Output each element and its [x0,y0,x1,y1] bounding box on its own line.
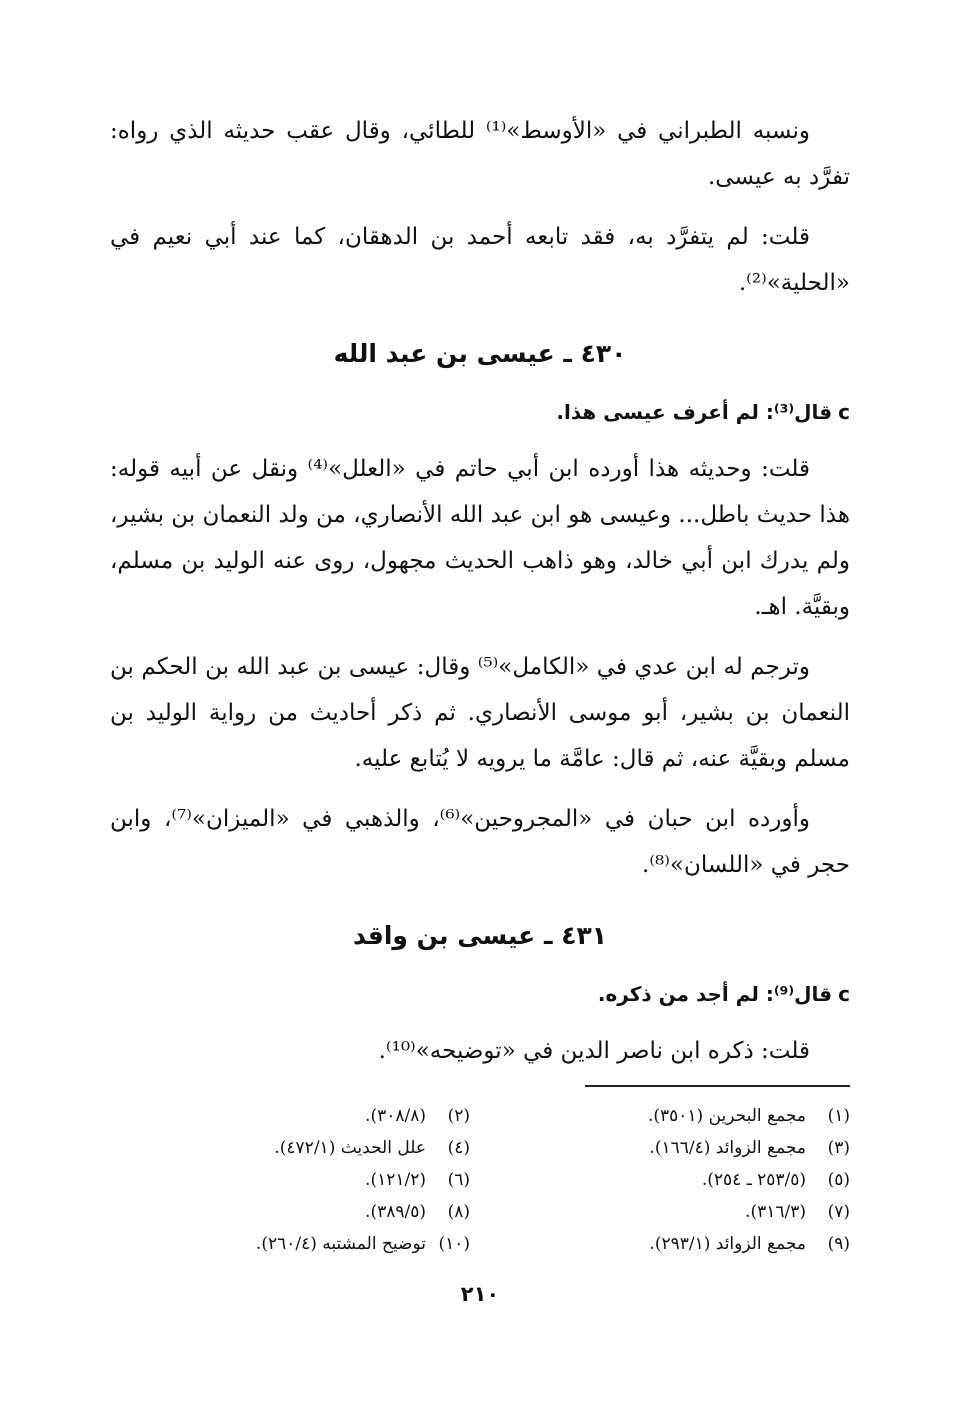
paragraph: ونسبه الطبراني في «الأوسط»⁽¹⁾ للطائي، وقال عقب حديثه الذي رواه: تفرَّد به عيسى. [110,118,850,190]
footnote-text: (٣٠٨/٨). [365,1106,426,1126]
paragraph: وأورده ابن حبان في «المجروحين»⁽⁶⁾، والذهبي في «الميزان»⁽⁷⁾، وابن حجر في «اللسان»⁽⁸⁾. [110,806,850,878]
entry-marker: c [838,982,850,1006]
footnote [110,1228,470,1260]
qala-line [110,972,850,1016]
footnote-text: توضيح المشتبه (٢٦٠/٤). [255,1234,426,1254]
footnote [110,1196,470,1228]
footnote-text: (٣٨٩/٥). [365,1202,426,1222]
footnote-number: (١٠) [438,1234,470,1254]
footnote [490,1196,850,1228]
footnote-text: مجمع الزوائد (٢٩٣/١). [649,1234,806,1254]
footnote [490,1228,850,1260]
qala-line [110,390,850,434]
footnotes [110,1100,850,1260]
page-number: ٢١٠ [460,1282,500,1306]
footnote-text: مجمع البحرين (٣٥٠١). [647,1106,806,1126]
footnote [490,1164,850,1196]
footnote-number: (٨) [447,1202,470,1222]
entry-marker: c [838,400,850,424]
footnote [490,1132,850,1164]
footnote-text: مجمع الزوائد (١٦٦/٤). [649,1138,806,1158]
paragraph: وترجم له ابن عدي في «الكامل»⁽⁵⁾ وقال: عيسى بن عبد الله بن الحكم بن النعمان بن بشير، أبو موسى الأنصاري. ثم ذكر أحاديث من رواية الوليد بن مسلم وبقيَّة عنه، ثم قال: عامَّة ما يرويه لا يُتابع عليه. [110,654,850,772]
footnote-text: (٣١٦/٣). [745,1202,806,1222]
entry-heading-431: ٤٣١ ـ عيسى بن واقد [353,921,607,950]
footnote-number: (٤) [447,1138,470,1158]
paragraph: قلت: لم يتفرَّد به، فقد تابعه أحمد بن الدهقان، كما عند أبي نعيم في «الحلية»⁽²⁾. [110,224,850,296]
footnote-number: (٥) [827,1170,850,1190]
footnote-number: (٣) [827,1138,850,1158]
footnote [110,1100,470,1132]
footnote-number: (٧) [827,1202,850,1222]
footnote-text: (١٢١/٢). [365,1170,426,1190]
footnote-separator [585,1085,850,1087]
paragraph: قلت: وحديثه هذا أورده ابن أبي حاتم في «العلل»⁽⁴⁾ ونقل عن أبيه قوله: هذا حديث باطل... وعيسى هو ابن عبد الله الأنصاري، من ولد النعمان بن بشير، ولم يدرك ابن أبي خالد، وهو ذاهب الحديث مجهول، روى عنه الوليد بن مسلم، وبقيَّة. اهـ. [110,456,850,620]
footnote-number: (٩) [827,1234,850,1254]
footnote-number: (١) [827,1106,850,1126]
footnote [110,1132,470,1164]
paragraph: قلت: ذكره ابن ناصر الدين في «توضيحه»⁽¹⁰⁾. [378,1038,810,1064]
footnote-text: (٢٥٣/٥ ـ ٢٥٤). [701,1170,806,1190]
footnote-text: علل الحديث (٤٧٢/١). [274,1138,426,1158]
footnote [490,1100,850,1132]
footnote-number: (٦) [447,1170,470,1190]
footnote-number: (٢) [447,1106,470,1126]
footnote [110,1164,470,1196]
entry-heading-430: ٤٣٠ ـ عيسى بن عبد الله [333,339,627,368]
qala-text: قال⁽³⁾: لم أعرف عيسى هذا. [556,400,833,424]
main-text [110,108,850,1088]
qala-text: قال⁽⁹⁾: لم أجد من ذكره. [597,982,833,1006]
